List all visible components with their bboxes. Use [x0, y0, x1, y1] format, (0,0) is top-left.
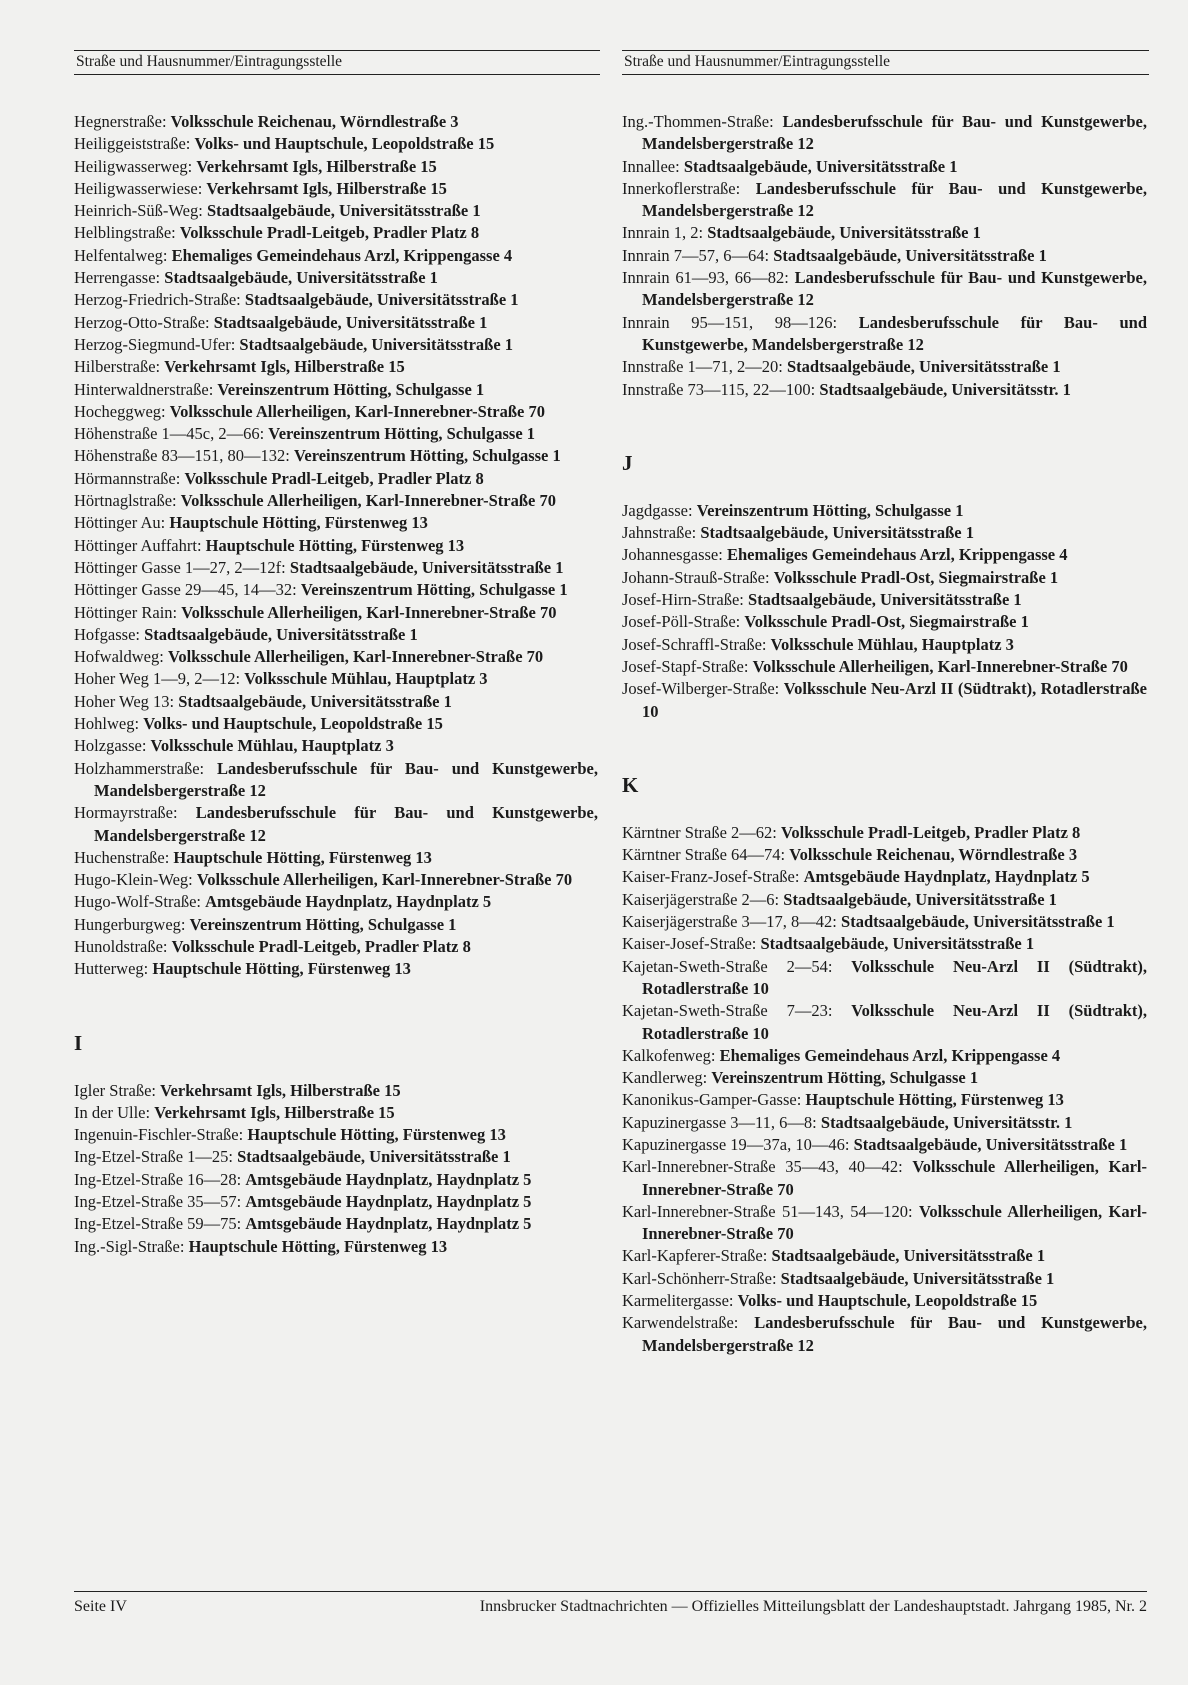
- street-name: Ingenuin-Fischler-Straße:: [74, 1125, 244, 1145]
- index-entry: [74, 891, 598, 913]
- index-entry: [622, 678, 1147, 723]
- street-name: Holzhammerstraße:: [74, 758, 205, 778]
- polling-place: Volksschule Pradl-Leitgeb, Pradler Platz 8: [781, 822, 1081, 842]
- street-name: Herzog-Otto-Straße:: [74, 312, 210, 332]
- polling-place: Stadtsaalgebäude, Universitätsstraße 1: [206, 201, 481, 221]
- polling-place: Hauptschule Hötting, Fürstenweg 13: [247, 1125, 506, 1145]
- index-entry: [74, 178, 598, 200]
- index-entry: [74, 624, 598, 646]
- street-name: Höttinger Rain:: [74, 602, 178, 622]
- street-name: Huchenstraße:: [74, 847, 170, 867]
- polling-place: Verkehrsamt Igls, Hilberstraße 15: [196, 156, 437, 176]
- index-entry: [622, 222, 1147, 244]
- street-name: Heinrich-Süß-Weg:: [74, 201, 203, 221]
- polling-place: Vereinszentrum Hötting, Schulgasse 1: [217, 379, 485, 399]
- street-name: Kanonikus-Gamper-Gasse:: [622, 1090, 802, 1110]
- index-entry: [74, 758, 598, 803]
- index-entry: [74, 958, 598, 980]
- polling-place: Volksschule Pradl-Leitgeb, Pradler Platz 8: [184, 468, 484, 488]
- polling-place: Volksschule Allerheiligen, Karl-Innerebner-Straße 70: [181, 602, 557, 622]
- polling-place: Stadtsaalgebäude, Universitätsstr. 1: [819, 379, 1071, 399]
- polling-place: Volksschule Reichenau, Wörndlestraße 3: [170, 112, 459, 131]
- polling-place: Volksschule Pradl-Ost, Siegmairstraße 1: [773, 567, 1059, 587]
- street-name: Höhenstraße 83—151, 80—132:: [74, 446, 290, 466]
- street-name: Höttinger Gasse 29—45, 14—32:: [74, 580, 297, 600]
- polling-place: Verkehrsamt Igls, Hilberstraße 15: [164, 357, 405, 377]
- polling-place: Stadtsaalgebäude, Universitätsstraße 1: [289, 557, 564, 577]
- h-entry-list: [74, 111, 598, 981]
- polling-place: Stadtsaalgebäude, Universitätsstraße 1: [237, 1147, 511, 1167]
- street-name: Hörmannstraße:: [74, 468, 181, 488]
- index-entry: [622, 611, 1147, 633]
- street-name: Hofgasse:: [74, 624, 140, 644]
- polling-place: Volks- und Hauptschule, Leopoldstraße 15: [737, 1291, 1038, 1311]
- index-entry: [74, 869, 598, 891]
- street-name: Josef-Schraffl-Straße:: [622, 634, 767, 654]
- section-letter-i: I: [74, 1030, 83, 1055]
- polling-place: Stadtsaalgebäude, Universitätsstraße 1: [683, 156, 958, 176]
- street-name: Karl-Innerebner-Straße 51—143, 54—120:: [622, 1201, 913, 1221]
- left-column: [74, 111, 598, 1258]
- index-entry: [622, 589, 1147, 611]
- index-entry: [74, 735, 598, 757]
- polling-place: Stadtsaalgebäude, Universitätsstraße 1: [213, 312, 488, 332]
- i-entry-list-continued: [622, 111, 1147, 401]
- street-name: Hugo-Wolf-Straße:: [74, 892, 201, 912]
- street-name: Josef-Pöll-Straße:: [622, 612, 741, 632]
- polling-place: Volksschule Allerheiligen, Karl-Innerebner-Straße 70: [642, 1201, 1147, 1244]
- polling-place: Verkehrsamt Igls, Hilberstraße 15: [160, 1080, 401, 1100]
- polling-place: Volksschule Allerheiligen, Karl-Innerebner-Straße 70: [196, 870, 573, 890]
- street-name: Kajetan-Sweth-Straße 7—23:: [622, 1001, 833, 1021]
- index-entry: [74, 379, 598, 401]
- index-entry: [74, 1102, 598, 1124]
- column-header-right: Straße und Hausnummer/Eintragungsstelle: [622, 50, 1149, 75]
- polling-place: Volksschule Pradl-Ost, Siegmairstraße 1: [744, 612, 1029, 632]
- index-entry: [74, 356, 598, 378]
- street-name: In der Ulle:: [74, 1102, 151, 1122]
- index-entry: [74, 267, 598, 289]
- index-entry: [74, 1080, 598, 1102]
- polling-place: Stadtsaalgebäude, Universitätsstraße 1: [239, 334, 514, 354]
- polling-place: Stadtsaalgebäude, Universitätsstraße 1: [780, 1268, 1055, 1288]
- index-entry: [622, 911, 1147, 933]
- street-name: Innrain 95—151, 98—126:: [622, 312, 838, 332]
- index-entry: [622, 956, 1147, 1001]
- index-entry: [622, 245, 1147, 267]
- index-entry: [74, 602, 598, 624]
- street-name: Hunoldstraße:: [74, 936, 168, 956]
- index-entry: [74, 668, 598, 690]
- index-entry: [74, 579, 598, 601]
- index-entry: [622, 379, 1147, 401]
- street-name: Karl-Kapferer-Straße:: [622, 1246, 768, 1266]
- polling-place: Stadtsaalgebäude, Universitätsstraße 1: [771, 1246, 1046, 1266]
- polling-place: Vereinszentrum Hötting, Schulgasse 1: [696, 500, 964, 520]
- polling-place: Hauptschule Hötting, Fürstenweg 13: [152, 959, 411, 979]
- polling-place: Vereinszentrum Hötting, Schulgasse 1: [300, 580, 568, 600]
- index-entry: [74, 111, 598, 133]
- polling-place: Ehemaliges Gemeindehaus Arzl, Krippengasse 4: [719, 1045, 1061, 1065]
- index-entry: [622, 312, 1147, 357]
- polling-place: Stadtsaalgebäude, Universitätsstraße 1: [786, 357, 1061, 377]
- street-name: Holzgasse:: [74, 736, 147, 756]
- street-name: Hutterweg:: [74, 959, 149, 979]
- polling-place: Stadtsaalgebäude, Universitätsstraße 1: [841, 912, 1115, 932]
- polling-place: Stadtsaalgebäude, Universitätsstraße 1: [244, 290, 519, 310]
- index-entry: [74, 334, 598, 356]
- index-entry: [74, 914, 598, 936]
- polling-place: Volksschule Allerheiligen, Karl-Innerebner-Straße 70: [169, 401, 545, 421]
- index-entry: [74, 1191, 598, 1213]
- page-number: Seite IV: [74, 1598, 127, 1615]
- index-entry: [622, 267, 1147, 312]
- publication-line: Innsbrucker Stadtnachrichten — Offizielles Mitteilungsblatt der Landeshauptstadt. Jahrgang 1985, Nr. 2: [479, 1598, 1147, 1615]
- street-name: Hegnerstraße:: [74, 112, 167, 131]
- street-name: Hocheggweg:: [74, 401, 166, 421]
- index-entry: [622, 1290, 1147, 1312]
- street-name: Herrengasse:: [74, 268, 161, 288]
- polling-place: Volks- und Hauptschule, Leopoldstraße 15: [194, 134, 495, 154]
- street-name: Herzog-Friedrich-Straße:: [74, 290, 241, 310]
- index-entry: [622, 500, 1147, 522]
- street-name: Herzog-Siegmund-Ufer:: [74, 334, 236, 354]
- polling-place: Volksschule Mühlau, Hauptplatz 3: [770, 634, 1014, 654]
- street-name: Hilberstraße:: [74, 357, 161, 377]
- polling-place: Landesberufsschule für Bau- und Kunstgewerbe, Mandelsbergerstraße 12: [642, 112, 1148, 154]
- index-entry: [74, 490, 598, 512]
- index-entry: [622, 1201, 1147, 1246]
- index-entry: [622, 1312, 1147, 1357]
- polling-place: Volksschule Allerheiligen, Karl-Innerebner-Straße 70: [752, 656, 1128, 676]
- polling-place: Landesberufsschule für Bau- und Kunstgewerbe, Mandelsbergerstraße 12: [642, 178, 1147, 221]
- polling-place: Volksschule Mühlau, Hauptplatz 3: [150, 736, 394, 756]
- street-name: Hoher Weg 1—9, 2—12:: [74, 669, 241, 689]
- right-column: [622, 111, 1147, 1357]
- index-entry: [622, 1000, 1147, 1045]
- street-name: Hofwaldweg:: [74, 647, 164, 667]
- index-entry: [74, 646, 598, 668]
- street-name: Innstraße 1—71, 2—20:: [622, 357, 783, 377]
- street-name: Helblingstraße:: [74, 223, 176, 243]
- street-name: Jagdgasse:: [622, 500, 693, 520]
- index-entry: [74, 1124, 598, 1146]
- street-name: Kaiser-Franz-Josef-Straße:: [622, 867, 800, 887]
- street-name: Kärntner Straße 2—62:: [622, 822, 777, 842]
- polling-place: Vereinszentrum Hötting, Schulgasse 1: [268, 424, 536, 444]
- index-entry: [622, 567, 1147, 589]
- index-entry: [622, 156, 1147, 178]
- street-name: Josef-Hirn-Straße:: [622, 590, 744, 610]
- polling-place: Ehemaliges Gemeindehaus Arzl, Krippengasse 4: [726, 545, 1068, 565]
- index-entry: [622, 1245, 1147, 1267]
- street-name: Kapuzinergasse 3—11, 6—8:: [622, 1112, 817, 1132]
- street-name: Ing-Etzel-Straße 16—28:: [74, 1169, 242, 1189]
- street-name: Höhenstraße 1—45c, 2—66:: [74, 424, 265, 444]
- street-name: Kajetan-Sweth-Straße 2—54:: [622, 956, 833, 976]
- polling-place: Volksschule Neu-Arzl II (Südtrakt), Rotadlerstraße 10: [642, 679, 1147, 721]
- index-entry: [74, 691, 598, 713]
- street-name: Ing-Etzel-Straße 1—25:: [74, 1147, 233, 1167]
- polling-place: Stadtsaalgebäude, Universitätsstraße 1: [760, 934, 1035, 954]
- polling-place: Volksschule Neu-Arzl II (Südtrakt), Rotadlerstraße 10: [642, 1001, 1148, 1043]
- polling-place: Stadtsaalgebäude, Universitätsstraße 1: [748, 590, 1022, 610]
- section-letter-k: K: [622, 772, 639, 797]
- index-entry: [74, 802, 598, 847]
- street-name: Josef-Stapf-Straße:: [622, 656, 749, 676]
- index-entry: [622, 1045, 1147, 1067]
- street-name: Hungerburgweg:: [74, 914, 186, 934]
- index-entry: [622, 866, 1147, 888]
- street-name: Hormayrstraße:: [74, 803, 178, 823]
- polling-place: Stadtsaalgebäude, Universitätsstraße 1: [773, 245, 1047, 265]
- polling-place: Hauptschule Hötting, Fürstenweg 13: [805, 1090, 1064, 1110]
- polling-place: Amtsgebäude Haydnplatz, Haydnplatz 5: [803, 867, 1090, 887]
- polling-place: Volksschule Allerheiligen, Karl-Innerebner-Straße 70: [642, 1157, 1148, 1199]
- street-name: Hörtnaglstraße:: [74, 491, 177, 511]
- index-entry: [74, 156, 598, 178]
- street-name: Innallee:: [622, 156, 680, 176]
- polling-place: Stadtsaalgebäude, Universitätsstr. 1: [820, 1112, 1073, 1132]
- polling-place: Amtsgebäude Haydnplatz, Haydnplatz 5: [245, 1214, 532, 1234]
- street-name: Helfentalweg:: [74, 245, 168, 265]
- street-name: Karl-Schönherr-Straße:: [622, 1268, 777, 1288]
- index-entry: [622, 634, 1147, 656]
- street-name: Innstraße 73—115, 22—100:: [622, 379, 816, 399]
- street-name: Kandlerweg:: [622, 1068, 708, 1088]
- street-name: Kärntner Straße 64—74:: [622, 845, 786, 865]
- index-entry: [622, 822, 1147, 844]
- street-name: Heiligwasserwiese:: [74, 178, 203, 198]
- index-entry: [622, 1134, 1147, 1156]
- i-entry-list: [74, 1080, 598, 1258]
- polling-place: Volksschule Pradl-Leitgeb, Pradler Platz 8: [179, 223, 480, 243]
- polling-place: Stadtsaalgebäude, Universitätsstraße 1: [853, 1134, 1128, 1154]
- street-name: Kapuzinergasse 19—37a, 10—46:: [622, 1134, 850, 1154]
- k-entry-list: [622, 822, 1147, 1357]
- index-entry: [74, 512, 598, 534]
- index-entry: [74, 245, 598, 267]
- street-name: Hinterwaldnerstraße:: [74, 379, 214, 399]
- street-name: Hugo-Klein-Weg:: [74, 870, 193, 890]
- index-entry: [74, 713, 598, 735]
- street-name: Heiligwasserweg:: [74, 156, 193, 176]
- index-entry: [622, 889, 1147, 911]
- polling-place: Stadtsaalgebäude, Universitätsstraße 1: [700, 523, 974, 543]
- index-entry: [74, 1169, 598, 1191]
- street-name: Kaiserjägerstraße 3—17, 8—42:: [622, 912, 837, 932]
- polling-place: Amtsgebäude Haydnplatz, Haydnplatz 5: [205, 892, 492, 912]
- polling-place: Stadtsaalgebäude, Universitätsstraße 1: [783, 889, 1057, 909]
- j-entry-list: [622, 500, 1147, 723]
- polling-place: Landesberufsschule für Bau- und Kunstgewerbe, Mandelsbergerstraße 12: [642, 268, 1148, 310]
- street-name: Höttinger Au:: [74, 513, 166, 533]
- index-entry: [74, 847, 598, 869]
- index-entry: [74, 401, 598, 423]
- section-letter-j: J: [622, 450, 633, 475]
- index-entry: [74, 1146, 598, 1168]
- polling-place: Hauptschule Hötting, Fürstenweg 13: [173, 847, 432, 867]
- street-name: Jahnstraße:: [622, 523, 697, 543]
- street-name: Johannesgasse:: [622, 545, 723, 565]
- index-entry: [622, 1067, 1147, 1089]
- polling-place: Vereinszentrum Hötting, Schulgasse 1: [711, 1068, 979, 1088]
- polling-place: Landesberufsschule für Bau- und Kunstgewerbe, Mandelsbergerstraße 12: [642, 312, 1147, 354]
- polling-place: Hauptschule Hötting, Fürstenweg 13: [188, 1236, 448, 1256]
- index-entry: [622, 933, 1147, 955]
- index-entry: [622, 178, 1147, 223]
- polling-place: Verkehrsamt Igls, Hilberstraße 15: [206, 178, 447, 198]
- street-name: Ing.-Sigl-Straße:: [74, 1236, 185, 1256]
- street-name: Karl-Innerebner-Straße 35—43, 40—42:: [622, 1157, 903, 1177]
- index-entry: [74, 557, 598, 579]
- polling-place: Landesberufsschule für Bau- und Kunstgewerbe, Mandelsbergerstraße 12: [642, 1313, 1148, 1355]
- index-entry: [74, 289, 598, 311]
- polling-place: Volksschule Mühlau, Hauptplatz 3: [244, 669, 488, 689]
- polling-place: Verkehrsamt Igls, Hilberstraße 15: [154, 1102, 395, 1122]
- street-name: Innrain 7—57, 6—64:: [622, 245, 770, 265]
- page-footer: [74, 1591, 1147, 1617]
- street-name: Kaiserjägerstraße 2—6:: [622, 889, 780, 909]
- street-name: Karmelitergasse:: [622, 1291, 734, 1311]
- polling-place: Vereinszentrum Hötting, Schulgasse 1: [189, 914, 457, 934]
- polling-place: Volks- und Hauptschule, Leopoldstraße 15: [143, 714, 443, 734]
- index-entry: [74, 936, 598, 958]
- index-entry: [622, 1268, 1147, 1290]
- index-entry: [74, 468, 598, 490]
- polling-place: Volksschule Pradl-Leitgeb, Pradler Platz 8: [171, 936, 471, 956]
- polling-place: Hauptschule Hötting, Fürstenweg 13: [205, 535, 465, 555]
- index-entry: [74, 535, 598, 557]
- street-name: Innrain 61—93, 66—82:: [622, 268, 789, 288]
- street-name: Johann-Strauß-Straße:: [622, 567, 770, 587]
- polling-place: Landesberufsschule für Bau- und Kunstgewerbe, Mandelsbergerstraße 12: [94, 758, 599, 800]
- index-entry: [74, 1236, 598, 1258]
- street-name: Innerkoflerstraße:: [622, 178, 741, 198]
- polling-place: Volksschule Allerheiligen, Karl-Innerebner-Straße 70: [180, 491, 556, 511]
- polling-place: Amtsgebäude Haydnplatz, Haydnplatz 5: [245, 1169, 532, 1189]
- street-name: Hoher Weg 13:: [74, 691, 175, 711]
- polling-place: Ehemaliges Gemeindehaus Arzl, Krippengasse 4: [171, 245, 513, 265]
- street-name: Höttinger Gasse 1—27, 2—12f:: [74, 557, 286, 577]
- index-entry: [622, 1089, 1147, 1111]
- index-entry: [622, 522, 1147, 544]
- index-entry: [622, 844, 1147, 866]
- street-name: Höttinger Auffahrt:: [74, 535, 202, 555]
- index-entry: [622, 1156, 1147, 1201]
- polling-place: Hauptschule Hötting, Fürstenweg 13: [169, 513, 428, 533]
- polling-place: Landesberufsschule für Bau- und Kunstgewerbe, Mandelsbergerstraße 12: [94, 803, 598, 845]
- index-entry: [74, 222, 598, 244]
- index-entry: [622, 1112, 1147, 1134]
- street-name: Karwendelstraße:: [622, 1313, 739, 1333]
- polling-place: Stadtsaalgebäude, Universitätsstraße 1: [178, 691, 452, 711]
- street-name: Josef-Wilberger-Straße:: [622, 679, 780, 699]
- index-entry: [74, 445, 598, 467]
- street-name: Kalkofenweg:: [622, 1045, 716, 1065]
- index-entry: [622, 656, 1147, 678]
- street-name: Ing.-Thommen-Straße:: [622, 112, 774, 131]
- index-entry: [74, 200, 598, 222]
- street-name: Heiliggeiststraße:: [74, 134, 191, 154]
- index-entry: [622, 111, 1147, 156]
- polling-place: Amtsgebäude Haydnplatz, Haydnplatz 5: [245, 1192, 532, 1212]
- street-name: Ing-Etzel-Straße 35—57:: [74, 1192, 242, 1212]
- index-entry: [74, 1213, 598, 1235]
- index-entry: [74, 133, 598, 155]
- street-name: Kaiser-Josef-Straße:: [622, 934, 757, 954]
- polling-place: Stadtsaalgebäude, Universitätsstraße 1: [164, 268, 438, 288]
- index-entry: [622, 356, 1147, 378]
- street-name: Ing-Etzel-Straße 59—75:: [74, 1214, 242, 1234]
- polling-place: Volksschule Reichenau, Wörndlestraße 3: [789, 845, 1078, 865]
- polling-place: Vereinszentrum Hötting, Schulgasse 1: [293, 446, 561, 466]
- street-name: Hohlweg:: [74, 714, 140, 734]
- polling-place: Stadtsaalgebäude, Universitätsstraße 1: [144, 624, 418, 644]
- column-header-left: Straße und Hausnummer/Eintragungsstelle: [74, 50, 600, 75]
- polling-place: Volksschule Allerheiligen, Karl-Innerebner-Straße 70: [167, 647, 544, 667]
- polling-place: Volksschule Neu-Arzl II (Südtrakt), Rotadlerstraße 10: [642, 956, 1148, 998]
- index-entry: [622, 544, 1147, 566]
- index-entry: [74, 423, 598, 445]
- polling-place: Stadtsaalgebäude, Universitätsstraße 1: [707, 223, 981, 243]
- street-name: Innrain 1, 2:: [622, 223, 704, 243]
- index-entry: [74, 312, 598, 334]
- street-name: Igler Straße:: [74, 1080, 157, 1100]
